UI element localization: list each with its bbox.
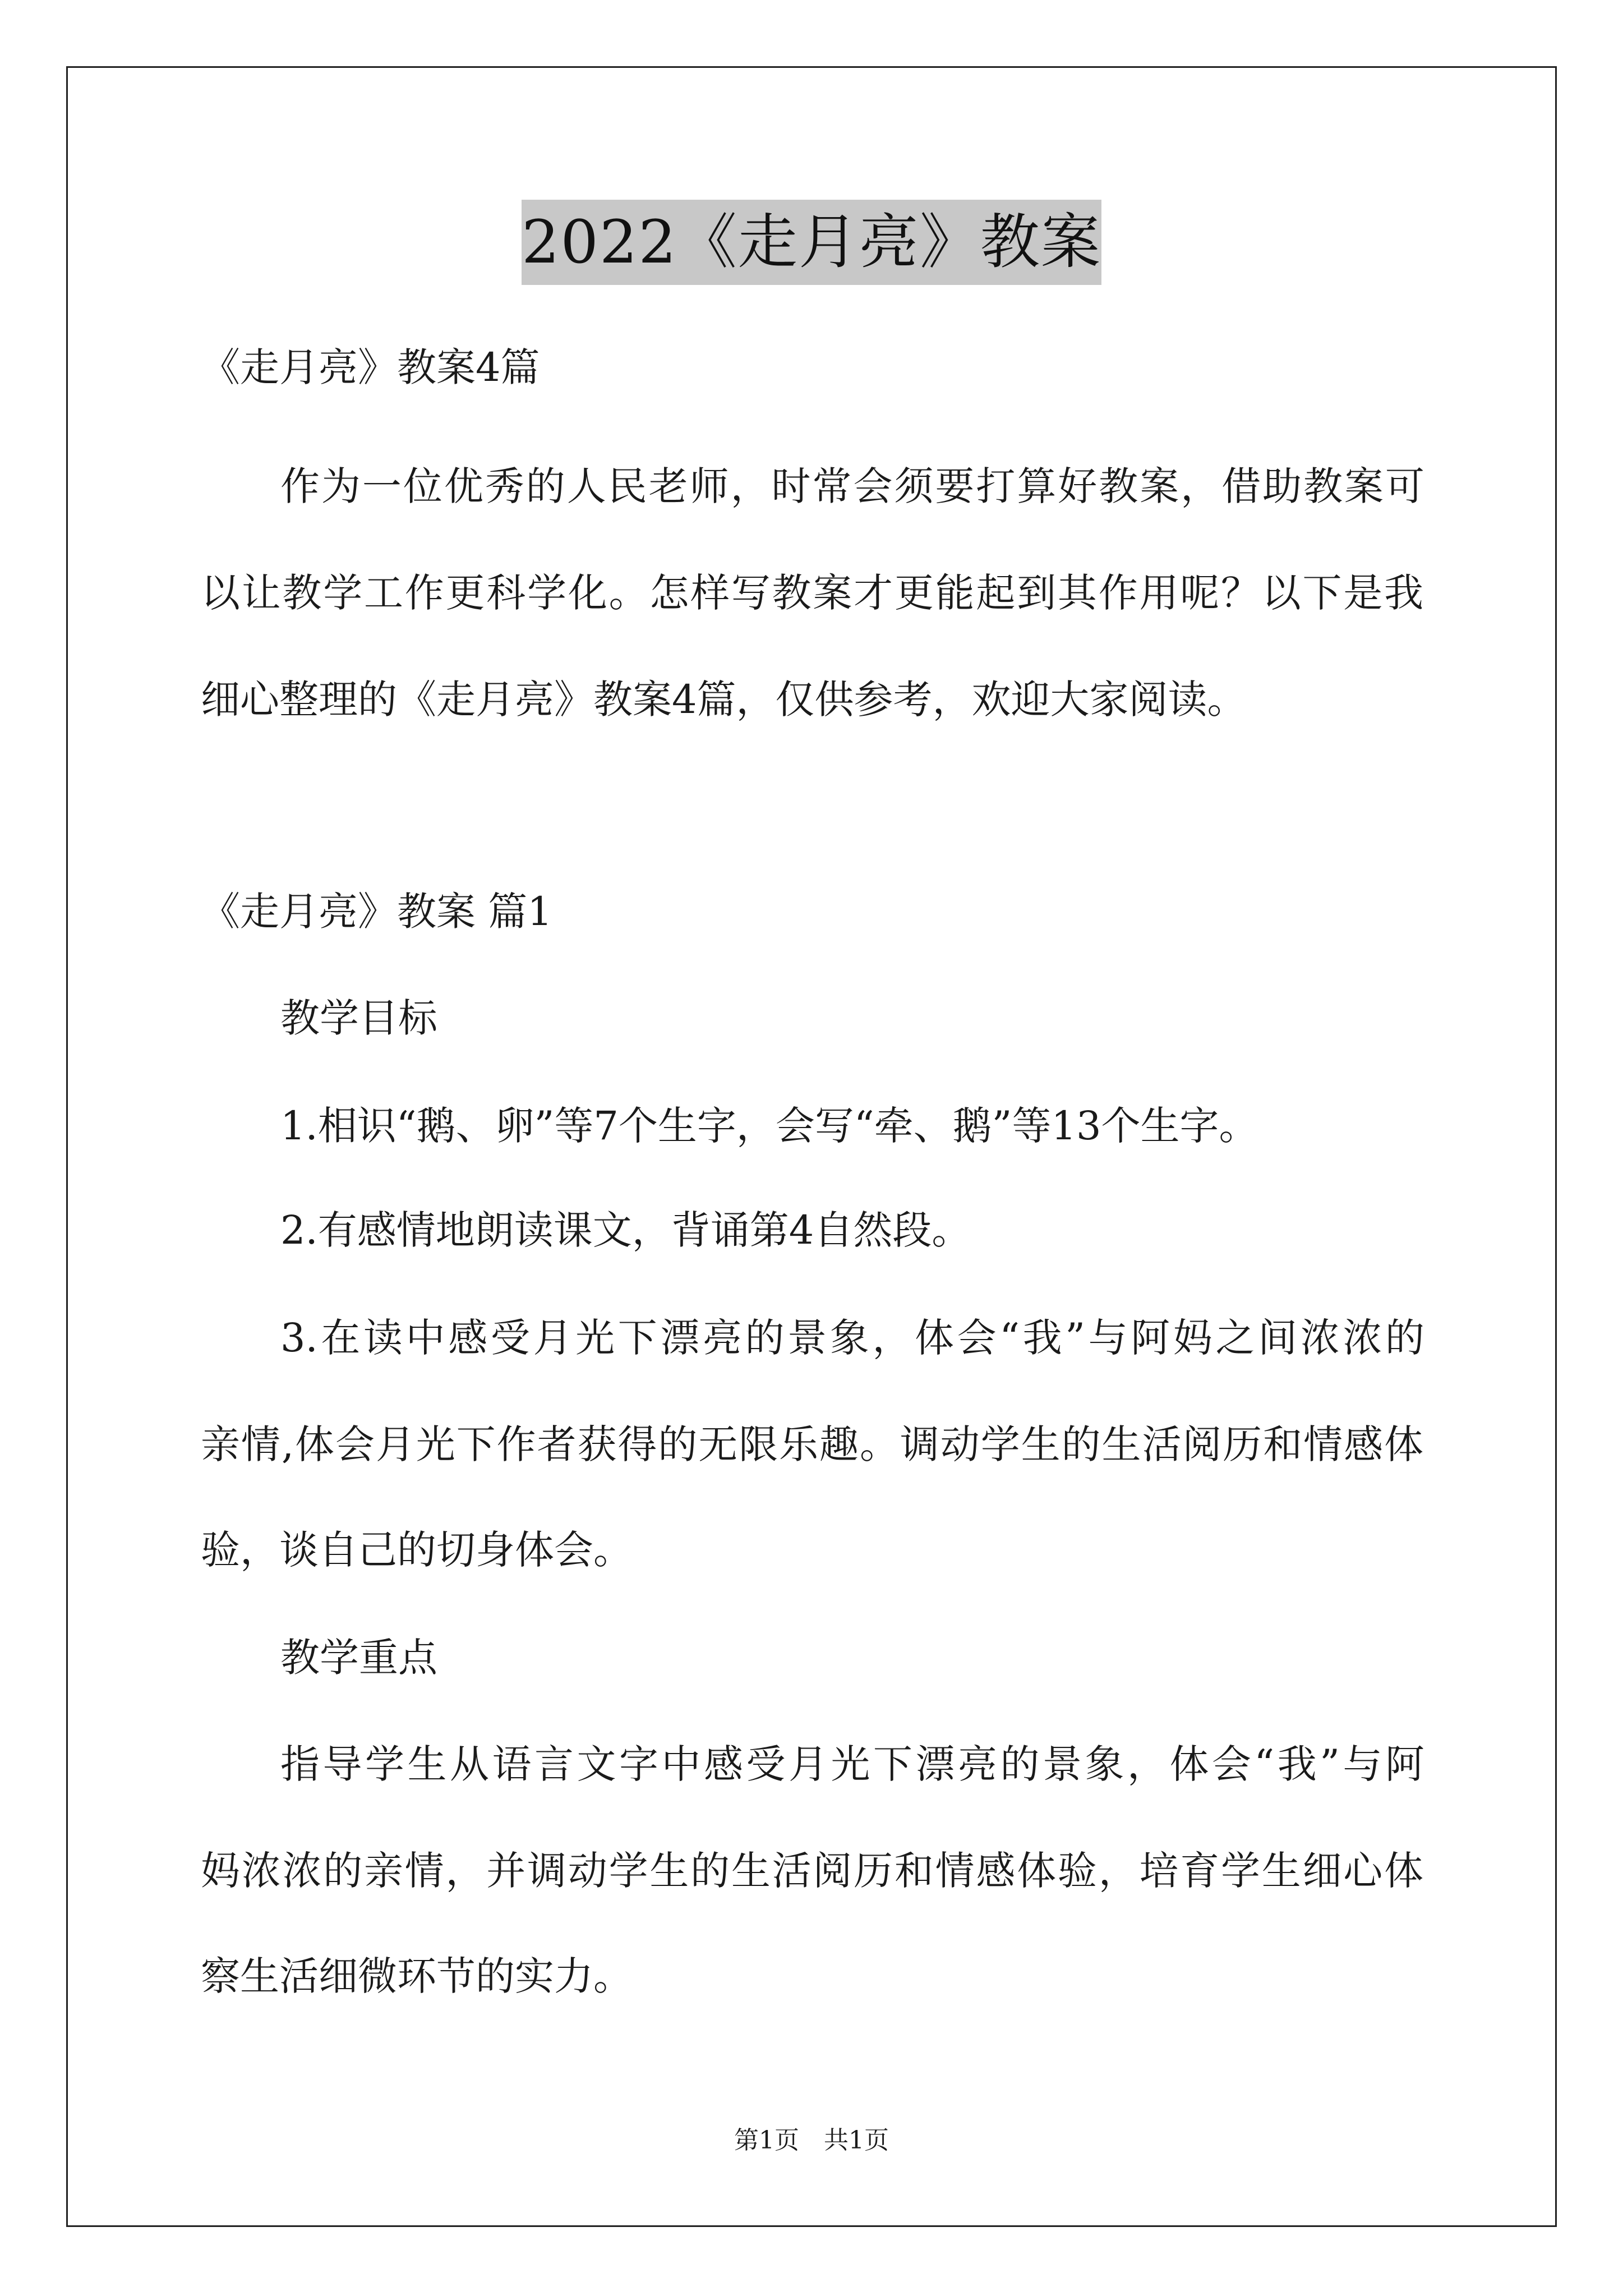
goal-3-line-1: 3.在读中感受月光下漂亮的景象，体会“我”与阿妈之间浓浓的 (280, 1315, 1424, 1361)
goal-1: 1.相识“鹅、卵”等7个生字，会写“牵、鹅”等13个生字。 (280, 1103, 1258, 1149)
title-container (0, 200, 1623, 285)
focus-line-2: 妈浓浓的亲情，并调动学生的生活阅历和情感体验，培育学生细心体 (201, 1848, 1423, 1894)
document-title: 2022《走月亮》教案 (522, 200, 1101, 285)
intro-line-1: 作为一位优秀的人民老师，时常会须要打算好教案，借助教案可 (280, 463, 1424, 509)
intro-line-3: 细心整理的《走月亮》教案4篇，仅供参考，欢迎大家阅读。 (201, 677, 1247, 723)
page-footer (0, 2125, 1623, 2156)
focus-line-3: 察生活细微环节的实力。 (201, 1953, 633, 1999)
section-heading: 《走月亮》教案 篇1 (201, 889, 552, 935)
goal-2: 2.有感情地朗读课文，背诵第4自然段。 (280, 1207, 971, 1253)
document-subtitle: 《走月亮》教案4篇 (201, 344, 540, 390)
page-number: 第1页 (734, 2126, 799, 2155)
focus-line-1: 指导学生从语言文字中感受月光下漂亮的景象，体会“我”与阿 (280, 1741, 1424, 1787)
page-total: 共1页 (824, 2126, 889, 2155)
goal-3-line-2: 亲情,体会月光下作者获得的无限乐趣。调动学生的生活阅历和情感体 (201, 1421, 1423, 1467)
goal-3-line-3: 验，谈自己的切身体会。 (201, 1527, 633, 1573)
focus-heading: 教学重点 (280, 1635, 437, 1681)
intro-line-2: 以让教学工作更科学化。怎样写教案才更能起到其作用呢？以下是我 (201, 570, 1423, 616)
goals-heading: 教学目标 (280, 995, 437, 1041)
